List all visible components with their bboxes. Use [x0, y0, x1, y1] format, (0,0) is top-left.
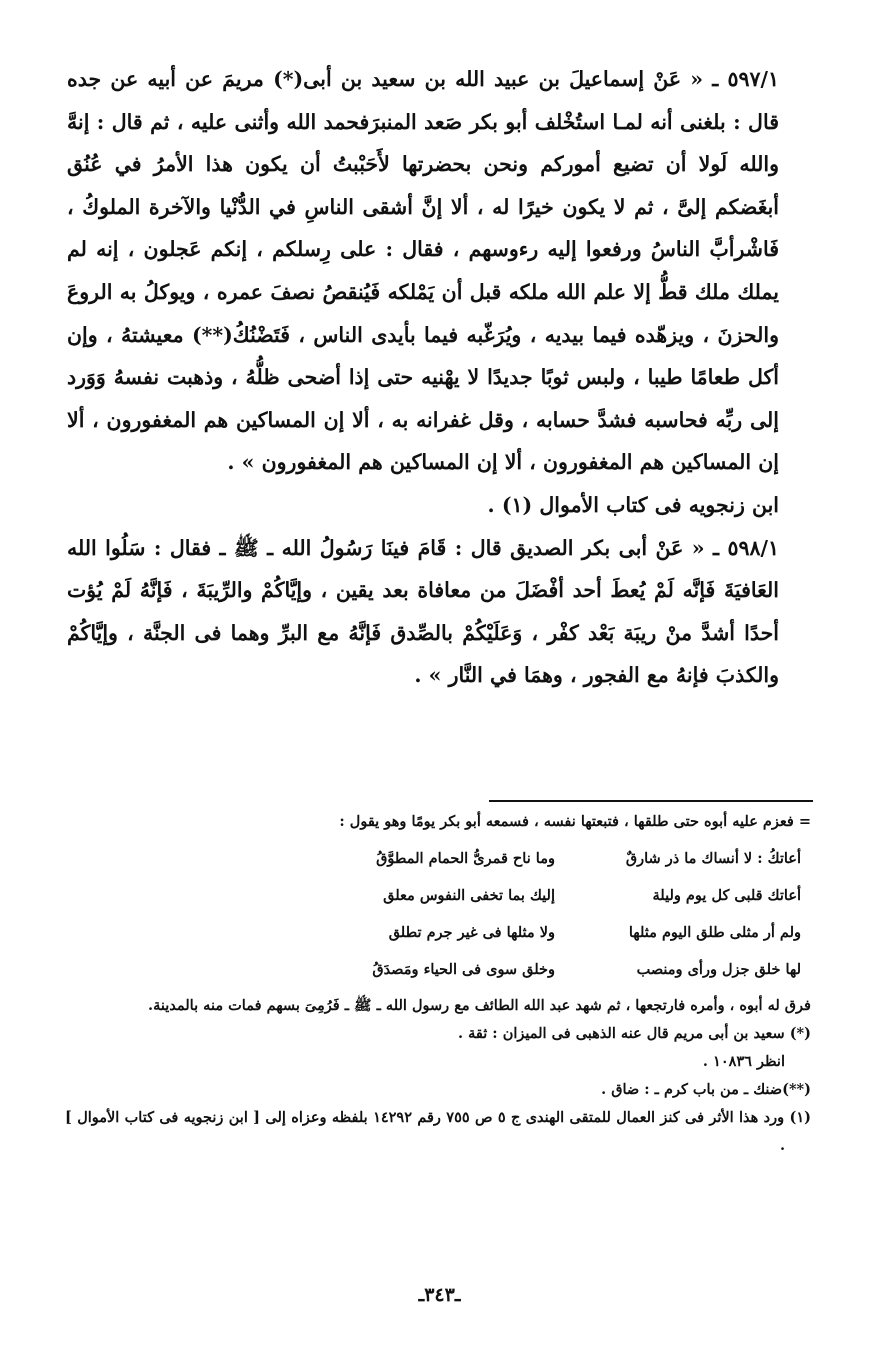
- footnote-star-reference: انظر ١٠٨٣٦ .: [702, 1053, 785, 1070]
- footnote-star: (*) سعيد بن أبى مريم قال عنه الذهبى فى الميزان : ثقة .: [458, 1025, 811, 1042]
- verse-second-half: وما ناح قمرىُّ الحمام المطوَّقُ: [376, 849, 555, 867]
- poem-verse: [65, 951, 811, 988]
- main-text: [67, 58, 809, 697]
- footnote-one: (١) ورد هذا الأثر فى كنز العمال للمتقى الهندى ج ٥ ص ٧٥٥ رقم ١٤٢٩٢ بلفظه وعزاه إلى [ ابن زنجويه فى كتاب الأموال ] .: [65, 1109, 811, 1154]
- hadith-597: ٥٩٧/١ ـ « عَنْ إسماعيلَ بن عبيد الله بن سعيد بن أبى(*) مريمَ عن أبيه عن جده قال : بلغنى أنه لمـا استُخْلف أبو بكر صَعد المنبرَفحمد الله وأثنى عليه ، ثم قال : إنهَّ والله لَولا أن تضيع أموركم ونحن بحضرتها لأَحَبْبتُ أن يكون هذا الأمرُ في عُنُق أبغَضكم إلىَّ ، ثم لا يكون خيرًا له ، ألا إنَّ أشقى الناسِ في الدُّنْيا والآخرة الملوكُ ، فَاشْرأبَّ الناسُ ورفعوا إليه رءوسهم ، فقال : على رِسلكم ، إنكم عَجلون ، إنه لم يملك ملك قطُّ إلا علم الله ملكه قبل أن يَمْلكه فَيُنقصُ نصفَ عمره ، ويوكلُ به الروعَ والحزنَ ، ويزهّده فيما بيديه ، ويُرَغّبه فيما بأيدى الناس ، فَتَضْنُكُ(**) معيشتهُ ، وإن أكل طعامًا طيبا ، ولبس ثوبًا جديدًا لا يهْنيه حتى إذا أضحى ظلُّهُ ، وذهبت نفسهُ وَوَرد إلى ربِّه فحاسبه فشدَّ حسابه ، وقل غفرانه به ، ألا إن المساكين هم المغفورون ، ألا إن المساكين هم المغفورون ، ألا إن المساكين هم المغفورون » .: [67, 67, 779, 475]
- footnote-after-poem: فرق له أبوه ، وأمره فارتجعها ، ثم شهد عبد الله الطائف مع رسول الله ـ ﷺ ـ فَرُمِىَ بسهم فمات منه بالمدينة.: [148, 997, 811, 1014]
- footnote-double-star: (**)ضنك ـ من باب كرم ـ : ضاق .: [601, 1081, 811, 1098]
- verse-first-half: أعاتكُ : لا أنساك ما ذر شارقٌ: [625, 849, 801, 867]
- verse-second-half: وخلق سوى فى الحياء ومَصدَقُ: [372, 960, 555, 978]
- poem-verse: [65, 877, 811, 914]
- verse-first-half: لها خلق جزل ورأى ومنصب: [636, 960, 801, 978]
- verse-first-half: ولم أر مثلى طلق اليوم مثلها: [628, 923, 801, 941]
- footnote-continuation: = فعزم عليه أبوه حتى طلقها ، فتبعتها نفسه ، فسمعه أبو بكر يومًا وهو يقول :: [339, 813, 811, 830]
- source-citation: ابن زنجويه فى كتاب الأموال (١) .: [487, 492, 779, 517]
- footnotes: [65, 808, 811, 1160]
- verse-second-half: ولا مثلها فى غير جرم تطلق: [388, 923, 555, 941]
- hadith-598: ٥٩٨/١ ـ « عَنْ أبى بكر الصديق قال : قَامَ فينَا رَسُولُ الله ـ ﷺ ـ فقال : سَلُوا الله العَافيَةَ فَإنَّه لَمْ يُعطَ أحد أفْضَلَ من معافاة بعد يقين ، وإيَّاكُمْ والرِّيبَةَ ، فَإنَّهُ لَمْ يُؤت أحدًا أشدَّ منْ ريبَة بَعْد كفْر ، وَعَلَيْكُمْ بالصِّدق فَإنَّهُ مع البرِّ وهما فى الجنَّة ، وإيَّاكُمْ والكذبَ فإنهُ مع الفجور ، وهمَا في النَّار » .: [67, 535, 779, 688]
- page-number: ـ٣٤٣ـ: [418, 1284, 461, 1306]
- poem: [65, 840, 811, 988]
- verse-first-half: أعاتك قلبى كل يوم وليلة: [652, 886, 801, 904]
- poem-verse: [65, 840, 811, 877]
- verse-second-half: إليك بما تخفى النفوس معلق: [383, 886, 555, 904]
- footnote-divider: [489, 800, 813, 802]
- poem-verse: [65, 914, 811, 951]
